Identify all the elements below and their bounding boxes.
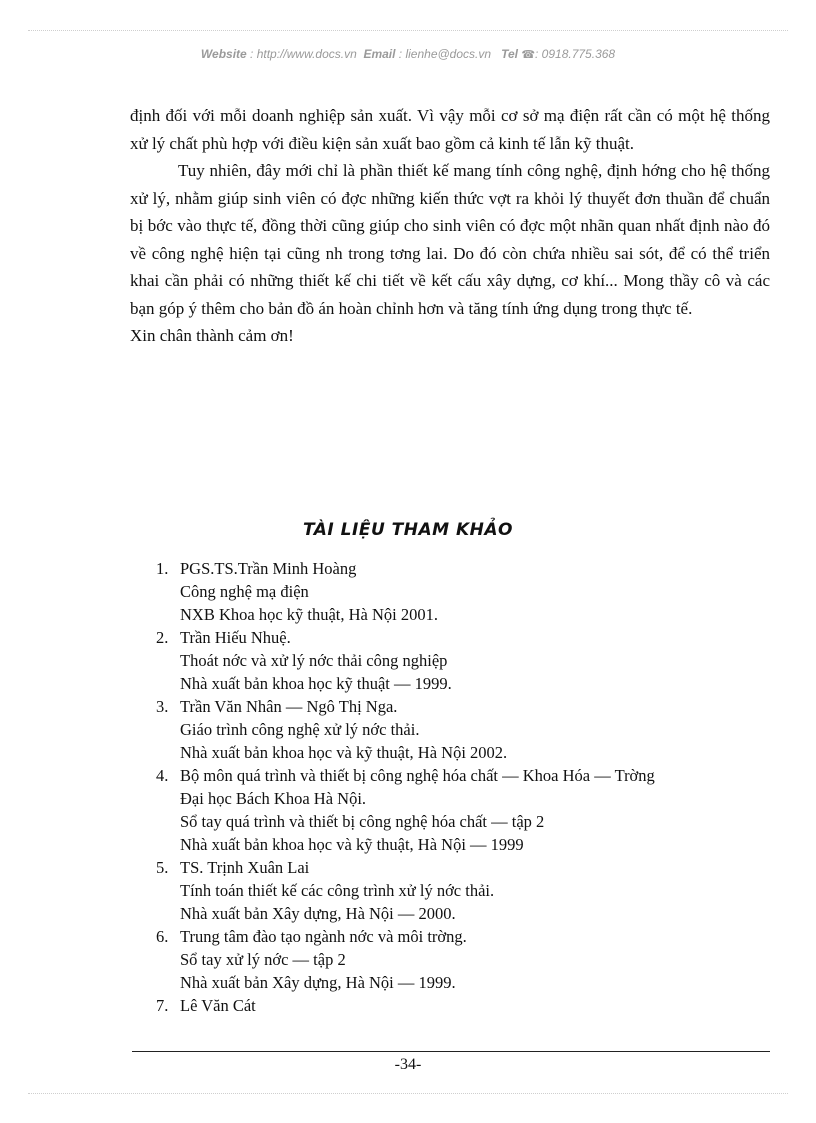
email-label: Email — [363, 47, 396, 61]
reference-line: NXB Khoa học kỹ thuật, Hà Nội 2001. — [180, 605, 439, 624]
email-link[interactable]: lienhe@docs.vn — [405, 47, 492, 61]
email-separator: : — [395, 47, 406, 61]
reference-line: Trung tâm đào tạo ngành nớc và môi trờng. — [180, 927, 467, 946]
body-text — [130, 102, 770, 350]
page-header — [0, 47, 816, 61]
reference-number: 3. — [156, 697, 169, 716]
reference-number: 4. — [156, 766, 169, 785]
reference-line: Công nghệ mạ điện — [180, 582, 309, 601]
paragraph-thanks: Xin chân thành cảm ơn! — [130, 326, 294, 345]
tel-value: : 0918.775.368 — [535, 47, 616, 61]
reference-line: Tính toán thiết kế các công trình xử lý nớc thải. — [180, 881, 495, 900]
reference-number: 5. — [156, 858, 169, 877]
reference-line: Bộ môn quá trình và thiết bị công nghệ hóa chất — Khoa Hóa — Trờng — [180, 766, 655, 785]
reference-line: Nhà xuất bản Xây dựng, Hà Nội — 2000. — [180, 904, 456, 923]
reference-line: Sổ tay xử lý nớc — tập 2 — [180, 950, 346, 969]
reference-line: Trần Hiếu Nhuệ. — [180, 628, 291, 647]
paragraph-conclusion-1: định đối với mỗi doanh nghiệp sản xuất. Vì vậy mỗi cơ sở mạ điện rất cần có một hệ thống xử lý chất phù hợp với điều kiện sản xuất bao gồm cả kinh tế lẫn kỹ thuật. — [130, 106, 770, 153]
reference-item — [156, 626, 776, 695]
reference-item — [156, 856, 776, 925]
reference-item — [156, 994, 776, 1017]
reference-number: 7. — [156, 996, 169, 1015]
reference-number: 1. — [156, 559, 169, 578]
reference-line: Nhà xuất bản khoa học và kỹ thuật, Hà Nội 2002. — [180, 743, 508, 762]
reference-line: Nhà xuất bản khoa học và kỹ thuật, Hà Nội — 1999 — [180, 835, 524, 854]
reference-line: Lê Văn Cát — [180, 996, 256, 1015]
reference-line: Nhà xuất bản khoa học kỹ thuật — 1999. — [180, 674, 452, 693]
reference-item — [156, 557, 776, 626]
reference-line: Trần Văn Nhân — Ngô Thị Nga. — [180, 697, 398, 716]
website-separator: : — [246, 47, 257, 61]
reference-line: TS. Trịnh Xuân Lai — [180, 858, 310, 877]
reference-item — [156, 925, 776, 994]
references-title: TÀI LIỆU THAM KHẢO — [303, 520, 513, 540]
reference-item — [156, 695, 776, 764]
phone-icon: ☎ — [521, 49, 536, 61]
reference-item — [156, 764, 776, 856]
reference-line: Đại học Bách Khoa Hà Nội. — [180, 789, 367, 808]
reference-line: PGS.TS.Trần Minh Hoàng — [180, 559, 357, 578]
website-link[interactable]: http://www.docs.vn — [256, 47, 357, 61]
paragraph-conclusion-2: Tuy nhiên, đây mới chỉ là phần thiết kế mang tính công nghệ, định hớng cho hệ thống xử lý, nhằm giúp sinh viên có đợc những kiến thức vợt ra khỏi lý thuyết đơn thuần để chuẩn bị bớc vào thực tế, đồng thời cũng giúp cho sinh viên có đợc một nhãn quan nhất định nào đó về công nghệ hiện tại cũng nh trong tơng lai. Do đó còn chứa nhiều sai sót, để có thể triển khai cần phải có những thiết kế chi tiết về kết cấu xây dựng, cơ khí... Mong thầy cô và các bạn góp ý thêm cho bản đồ án hoàn chỉnh hơn và tăng tính ứng dụng trong thực tế. — [130, 161, 770, 318]
footer-divider — [132, 1051, 770, 1052]
tel-label: Tel — [501, 47, 518, 61]
reference-line: Thoát nớc và xử lý nớc thải công nghiệp — [180, 651, 448, 670]
references-list — [156, 557, 776, 1017]
reference-line: Nhà xuất bản Xây dựng, Hà Nội — 1999. — [180, 973, 456, 992]
reference-line: Giáo trình công nghệ xử lý nớc thải. — [180, 720, 420, 739]
reference-line: Sổ tay quá trình và thiết bị công nghệ hóa chất — tập 2 — [180, 812, 545, 831]
reference-number: 6. — [156, 927, 169, 946]
reference-number: 2. — [156, 628, 169, 647]
page-number: -34- — [394, 1056, 422, 1073]
website-label: Website — [200, 47, 247, 61]
